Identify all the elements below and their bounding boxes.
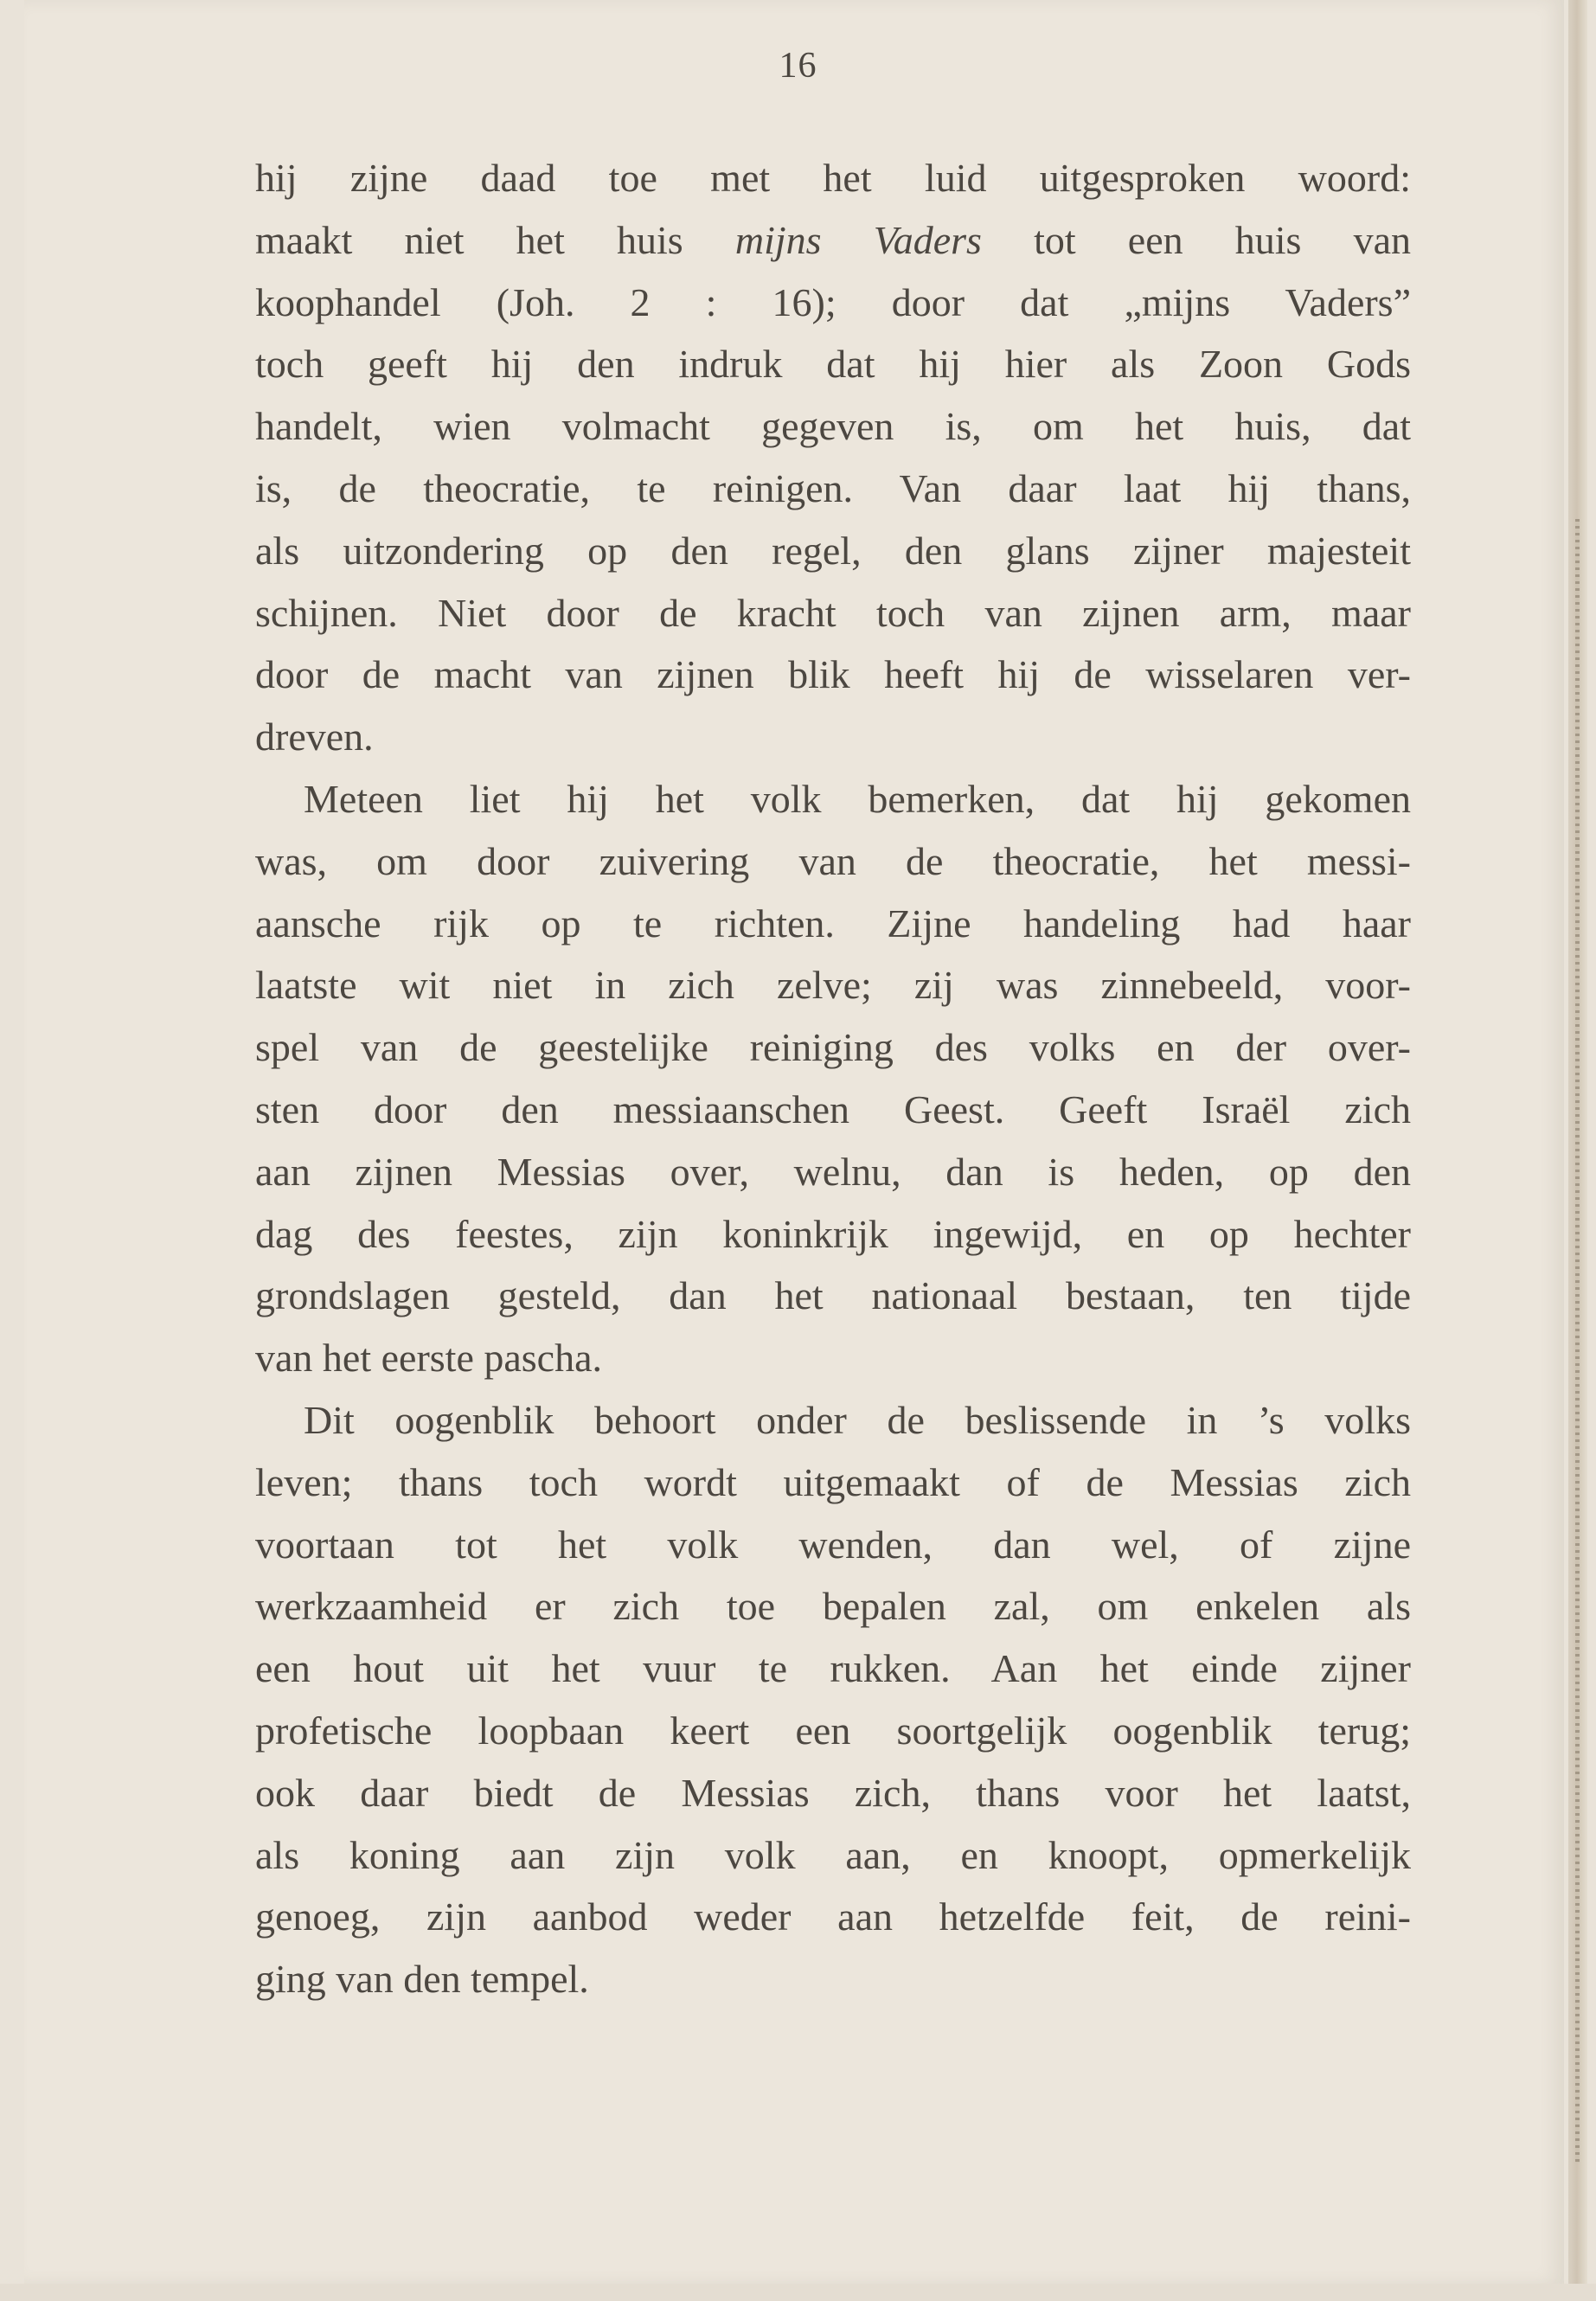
page-bottom-edge (0, 2284, 1596, 2301)
text-line: aansche rijk op te richten. Zijne handeling had haar (255, 901, 1411, 945)
text-line: Meteen liet hij het volk bemerken, dat hij gekomen (304, 776, 1411, 821)
text-line: hij zijne daad toe met het luid uitgesproken woord: (255, 156, 1411, 200)
text-line: van het eerste pascha. (255, 1336, 603, 1381)
text-line: maakt niet het huis mijns Vaders tot een huis van (255, 217, 1411, 262)
text-line: dreven. (255, 715, 374, 760)
text-line: sten door den messiaanschen Geest. Geeft Israël zich (255, 1086, 1411, 1131)
text-line: profetische loopbaan keert een soortgelijk oogenblik terug; (255, 1708, 1411, 1753)
text-line: spel van de geestelijke reiniging des volks en der over- (255, 1025, 1411, 1070)
text-line: laatste wit niet in zich zelve; zij was zinnebeeld, voor- (255, 963, 1411, 1008)
text-line: ook daar biedt de Messias zich, thans voor het laatst, (255, 1770, 1411, 1815)
text-line: door de macht van zijnen blik heeft hij de wisselaren ver- (255, 652, 1411, 697)
text-line: genoeg, zijn aanbod weder aan hetzelfde feit, de reini- (255, 1894, 1411, 1939)
text-line: aan zijnen Messias over, welnu, dan is heden, op den (255, 1149, 1411, 1194)
text-line: ging van den tempel. (255, 1957, 589, 2002)
text-line: handelt, wien volmacht gegeven is, om het huis, dat (255, 404, 1411, 449)
text-line: koophandel (Joh. 2 : 16); door dat „mijns Vaders” (255, 279, 1411, 324)
text-line: een hout uit het vuur te rukken. Aan het einde zijner (255, 1646, 1411, 1691)
text-line: leven; thans toch wordt uitgemaakt of de Messias zich (255, 1459, 1411, 1504)
text-line: Dit oogenblik behoort onder de beslissende in ’s volks (304, 1397, 1411, 1442)
text-line: dag des feestes, zijn koninkrijk ingewijd, en op hechter (255, 1211, 1411, 1256)
italic-phrase: mijns Vaders (734, 217, 982, 262)
text-line: was, om door zuivering van de theocratie, het messi- (255, 838, 1411, 883)
text-line: grondslagen gesteld, dan het nationaal bestaan, ten tijde (255, 1273, 1411, 1318)
text-line: voortaan tot het volk wenden, dan wel, of zijne (255, 1522, 1411, 1567)
text-line: is, de theocratie, te reinigen. Van daar laat hij thans, (255, 465, 1411, 510)
text-line: als koning aan zijn volk aan, en knoopt, opmerkelijk (255, 1832, 1411, 1877)
text-line: werkzaamheid er zich toe bepalen zal, om enkelen als (255, 1584, 1411, 1629)
body-text (255, 147, 1411, 2010)
page-edge-shadow (1568, 0, 1587, 2301)
text-line: toch geeft hij den indruk dat hij hier als Zoon Gods (255, 342, 1411, 387)
page-number: 16 (779, 46, 817, 86)
text-line: schijnen. Niet door de kracht toch van zijnen arm, maar (255, 590, 1411, 635)
text-line: als uitzondering op den regel, den glans zijner majesteit (255, 528, 1411, 573)
